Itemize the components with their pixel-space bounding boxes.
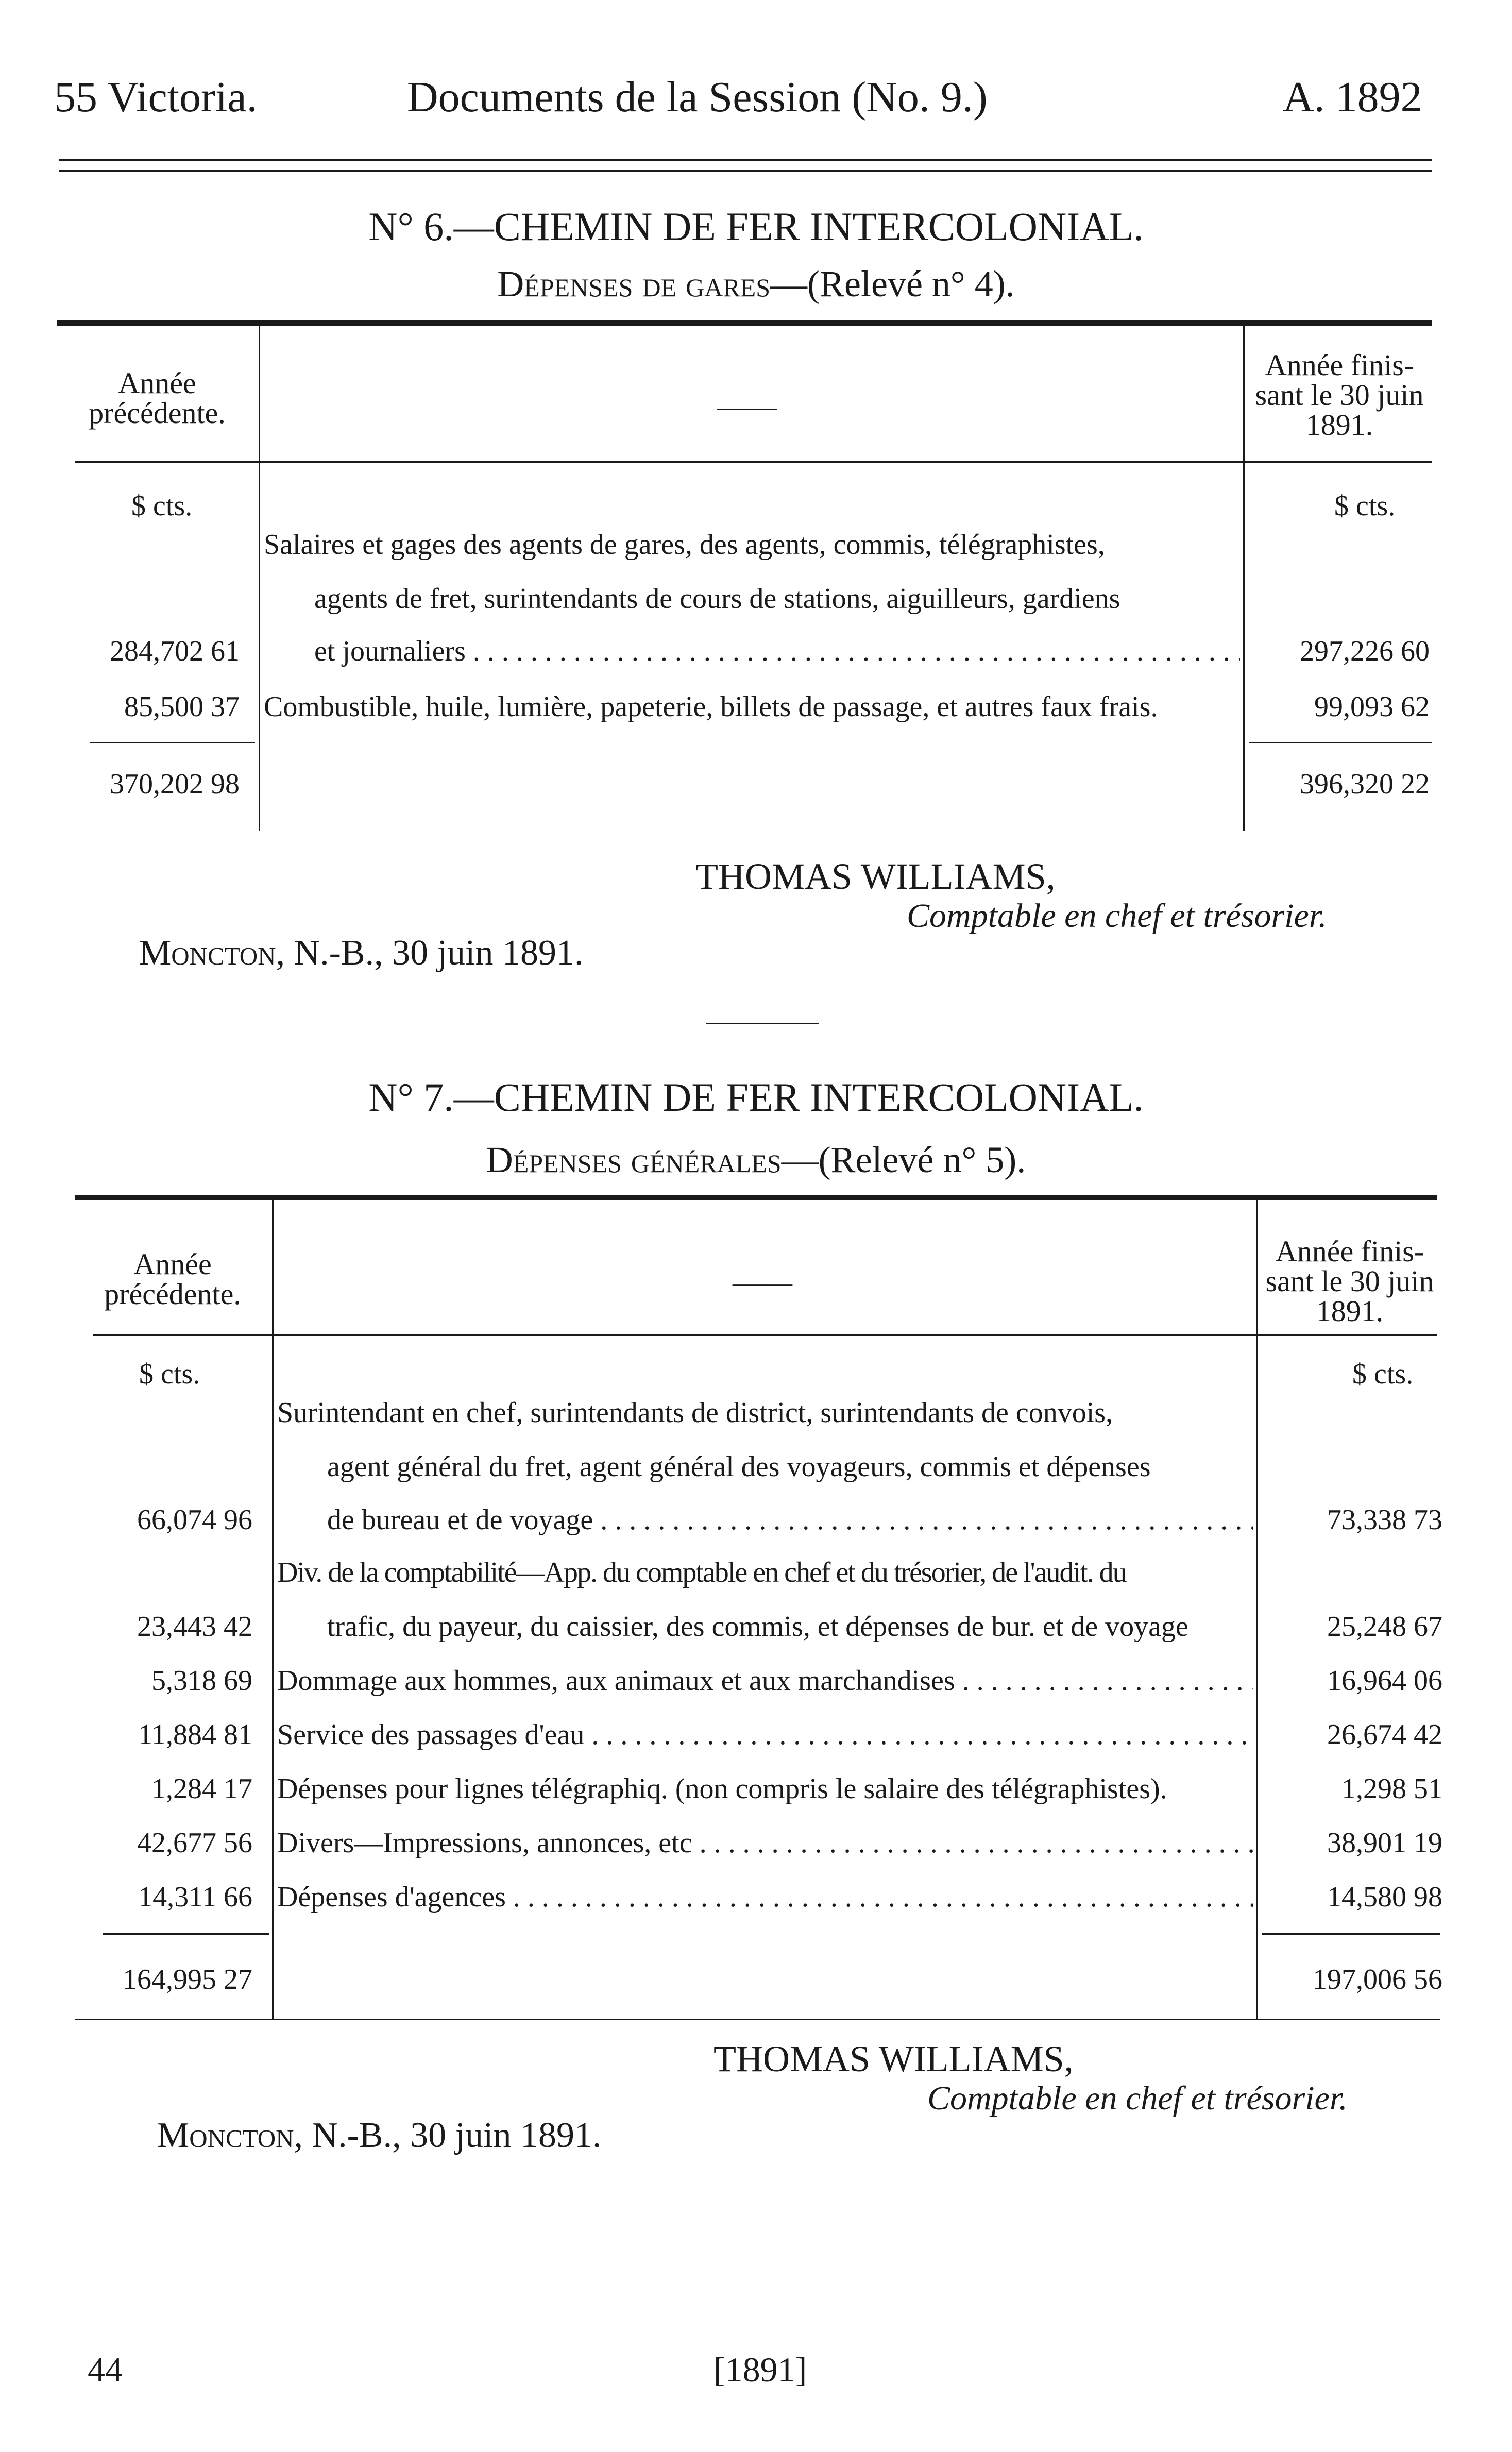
table7-row6-prev: 42,677 56 [137, 1827, 252, 1859]
table6-row1-line1: Salaires et gages des agents de gares, des agents, commis, télégraphistes, [264, 529, 1105, 561]
page-number: 44 [88, 2350, 123, 2389]
table7-row1-line3 [327, 1503, 1253, 1536]
table7-row6-curr: 38,901 19 [1327, 1827, 1442, 1859]
table7-total-curr: 197,006 56 [1313, 1964, 1442, 1996]
table6-units-prev: $ cts. [131, 490, 193, 522]
table6-sum-rule-prev [90, 742, 255, 743]
header-document-title: Documents de la Session (No. 9.) [407, 73, 988, 121]
statement7-subtitle-ref: —(Relevé n° 5). [781, 1139, 1026, 1180]
table7-divider-right [1256, 1200, 1258, 2019]
table6-row1-line3-text: et journaliers [314, 635, 466, 667]
table7-sum-rule-prev [103, 1933, 269, 1935]
table7-row7-curr: 14,580 98 [1327, 1881, 1442, 1913]
statement7-title: N° 7.—CHEMIN DE FER INTERCOLONIAL. [368, 1075, 1144, 1120]
table7-row4-line1 [277, 1718, 1253, 1751]
statement6-place-rest: , N.-B., 30 juin 1891. [276, 933, 584, 973]
statement6-subtitle [0, 263, 1512, 306]
table7-row1-line3-text: de bureau et de voyage [327, 1504, 593, 1536]
statement7-subtitle-label: Dépenses générales [486, 1139, 782, 1180]
table6-header-rule [75, 461, 1432, 463]
table7-row4-curr: 26,674 42 [1327, 1719, 1442, 1751]
table7-units-prev: $ cts. [139, 1358, 200, 1390]
table6-top-rule [57, 320, 1432, 326]
table6-col-curr-header: Année finis- sant le 30 juin 1891. [1255, 348, 1424, 442]
table7-row5-line1: Dépenses pour lignes télégraphiq. (non compris le salaire des télégraphistes). [277, 1773, 1167, 1805]
statement6-signer: THOMAS WILLIAMS, [695, 856, 1056, 897]
statement6-subtitle-ref: —(Relevé n° 4). [770, 263, 1015, 305]
table7-col-prev-header: Année précédente. [104, 1247, 241, 1311]
table6-row1-curr: 297,226 60 [1300, 635, 1430, 667]
statement7-place-rest: , N.-B., 30 juin 1891. [294, 2116, 602, 2155]
table7-row4-text: Service des passages d'eau [277, 1719, 585, 1751]
table6-total-prev: 370,202 98 [110, 768, 240, 800]
table7-bottom-rule [75, 2019, 1440, 2020]
table6-row1-line2: agents de fret, surintendants de cours de stations, aiguilleurs, gardiens [314, 583, 1120, 615]
table7-row2-line1: Div. de la comptabilité—App. du comptable en chef et du trésorier, de l'audit. du [277, 1557, 1126, 1588]
table7-row3-prev: 5,318 69 [151, 1665, 252, 1697]
header-session-left: 55 Victoria. [54, 73, 258, 121]
table7-sum-rule-curr [1262, 1933, 1440, 1935]
table7-row1-prev: 66,074 96 [137, 1504, 252, 1536]
statement6-signer-title: Comptable en chef et trésorier. [907, 897, 1327, 935]
table7-row3-text: Dommage aux hommes, aux animaux et aux marchandises [277, 1665, 955, 1697]
table6-row1-prev: 284,702 61 [110, 635, 240, 667]
section-separator [706, 1023, 819, 1024]
table7-row5-curr: 1,298 51 [1341, 1773, 1442, 1805]
statement6-place-date [139, 933, 583, 974]
statement7-signer-title: Comptable en chef et trésorier. [927, 2079, 1348, 2117]
table7-row7-prev: 14,311 66 [138, 1881, 252, 1913]
table7-row7-line1 [277, 1881, 1253, 1914]
table7-row1-line2: agent général du fret, agent général des voyageurs, commis et dépenses [327, 1451, 1151, 1483]
table7-row5-prev: 1,284 17 [151, 1773, 252, 1805]
table7-header-rule [93, 1334, 1437, 1336]
table6-row2-curr: 99,093 62 [1314, 691, 1430, 723]
header-rule-top [59, 159, 1432, 161]
table6-col-prev-header: Année précédente. [89, 366, 226, 430]
footer-year: [1891] [713, 2350, 807, 2389]
table7-row6-line1 [277, 1827, 1253, 1859]
header-year: A. 1892 [1283, 73, 1422, 121]
table7-row3-curr: 16,964 06 [1327, 1665, 1442, 1697]
table6-units-curr: $ cts. [1334, 490, 1396, 522]
table7-row2-line2: trafic, du payeur, du caissier, des commis, et dépenses de bur. et de voyage [327, 1611, 1188, 1643]
table6-row2-line1: Combustible, huile, lumière, papeterie, billets de passage, et autres faux frais. [264, 691, 1158, 723]
table7-row4-prev: 11,884 81 [138, 1719, 252, 1751]
statement7-place-name: Moncton [157, 2116, 294, 2155]
table7-units-curr: $ cts. [1352, 1358, 1414, 1390]
statement6-subtitle-label: Dépenses de gares [497, 263, 771, 305]
table6-sum-rule-curr [1249, 742, 1432, 743]
table6-col-desc-header: —— [717, 390, 777, 423]
statement6-title: N° 6.—CHEMIN DE FER INTERCOLONIAL. [368, 204, 1144, 249]
table7-row1-line1: Surintendant en chef, surintendants de district, surintendants de convois, [277, 1397, 1113, 1429]
table7-row6-text: Divers—Impressions, annonces, etc [277, 1827, 692, 1859]
table6-row1-line3 [314, 635, 1240, 668]
statement7-subtitle [0, 1139, 1512, 1181]
table7-col-desc-header: —— [733, 1265, 792, 1299]
table7-total-prev: 164,995 27 [123, 1964, 252, 1996]
table6-divider-left [259, 326, 260, 831]
table7-row2-curr: 25,248 67 [1327, 1611, 1442, 1643]
header-rule-bottom [59, 170, 1432, 172]
table6-total-curr: 396,320 22 [1300, 768, 1430, 800]
table7-top-rule [75, 1195, 1437, 1200]
statement7-signer: THOMAS WILLIAMS, [713, 2038, 1074, 2079]
table7-divider-left [272, 1200, 274, 2019]
table7-row2-prev: 23,443 42 [137, 1611, 252, 1643]
statement7-place-date [157, 2115, 601, 2156]
table7-col-curr-header: Année finis- sant le 30 juin 1891. [1265, 1235, 1434, 1328]
statement6-place-name: Moncton [139, 933, 276, 973]
table7-row7-text: Dépenses d'agences [277, 1881, 506, 1913]
table6-divider-right [1243, 326, 1245, 831]
table7-row3-line1 [277, 1664, 1253, 1697]
table7-row1-curr: 73,338 73 [1327, 1504, 1442, 1536]
table6-row2-prev: 85,500 37 [124, 691, 240, 723]
